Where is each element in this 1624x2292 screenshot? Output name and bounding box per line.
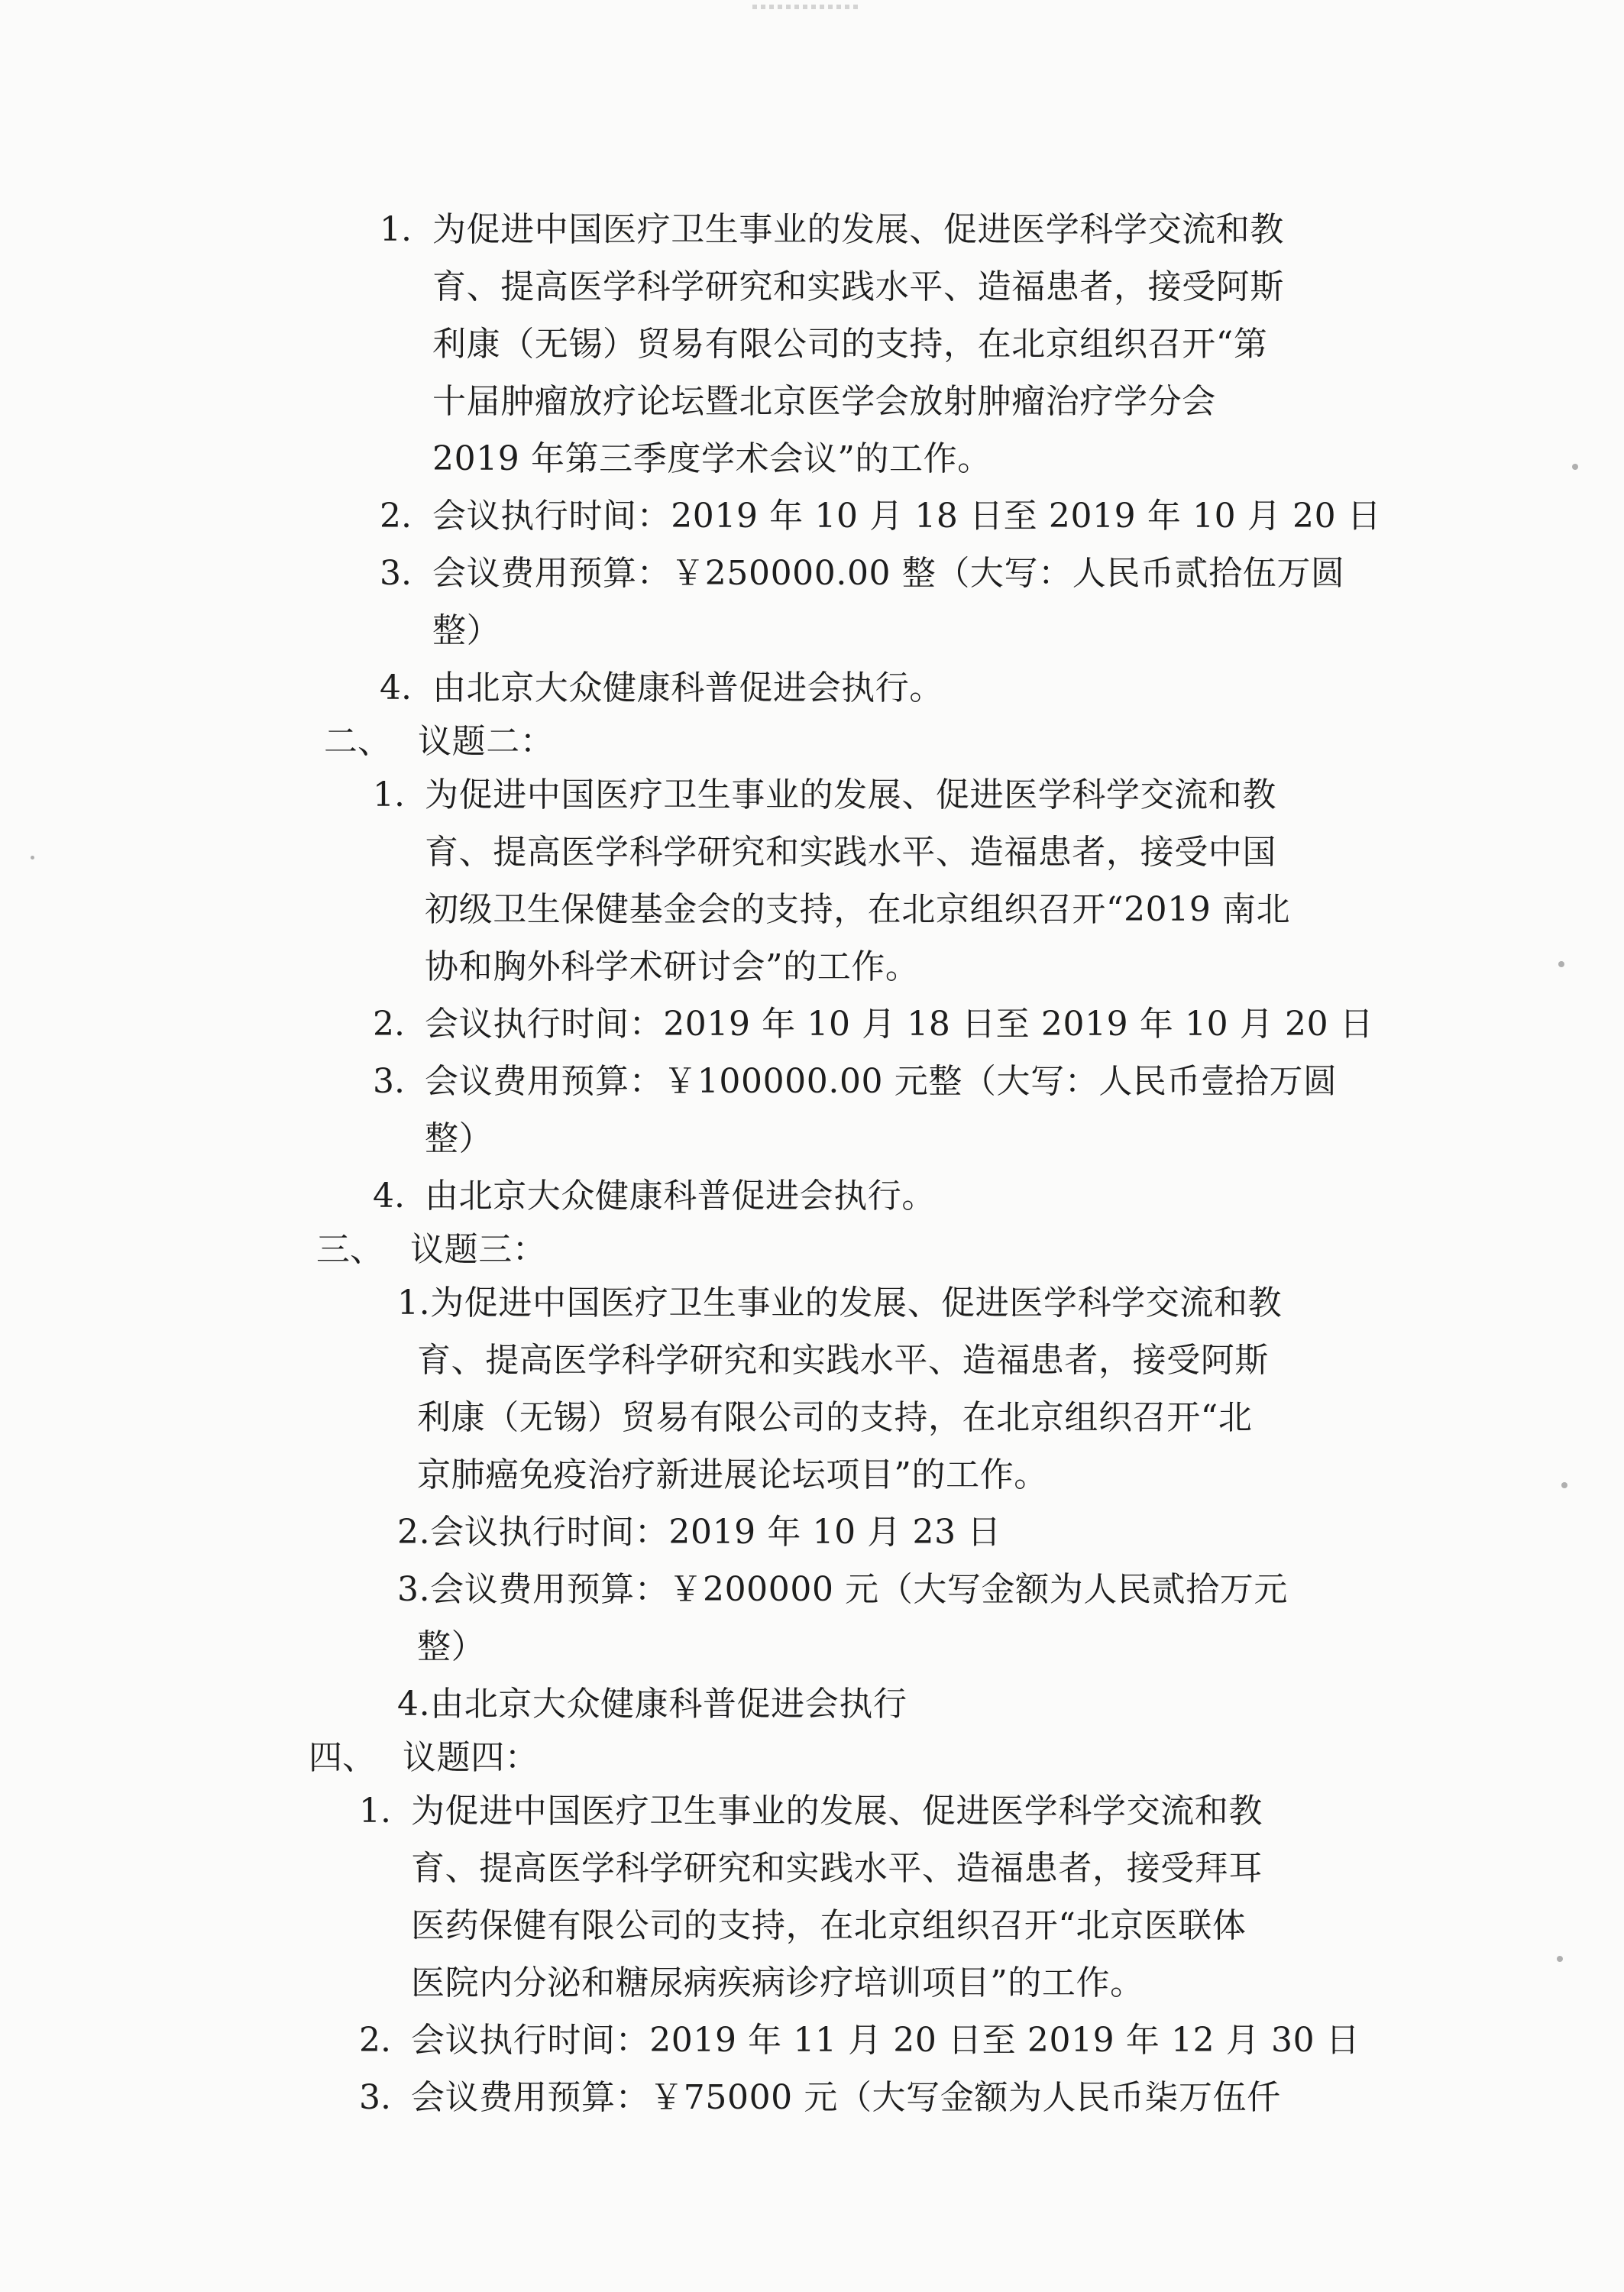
- item-number: 1.: [380, 210, 412, 249]
- item-text-line: 2.会议执行时间：2019 年 10 月 23 日: [397, 1513, 1001, 1552]
- section-title: 议题三：: [410, 1230, 547, 1269]
- item-number: 2.: [380, 497, 412, 536]
- item-text-line: 整）: [417, 1627, 486, 1666]
- item-text-line: 由北京大众健康科普促进会执行。: [425, 1177, 936, 1216]
- item-text-line: 育、提高医学科学研究和实践水平、造福患者，接受拜耳: [411, 1849, 1263, 1888]
- item-text-line: 京肺癌免疫治疗新进展论坛项目”的工作。: [417, 1455, 1048, 1494]
- section-number: 三、: [316, 1230, 383, 1269]
- item-text-line: 4.由北京大众健康科普促进会执行: [397, 1685, 907, 1724]
- item-text-line: 协和胸外科学术研讨会”的工作。: [425, 947, 920, 986]
- item-text-line: 会议执行时间：2019 年 10 月 18 日至 2019 年 10 月 20 日: [425, 1005, 1374, 1044]
- item-text-line: 由北京大众健康科普促进会执行。: [432, 668, 943, 707]
- item-text-line: 育、提高医学科学研究和实践水平、造福患者，接受中国: [425, 833, 1276, 872]
- item-text-line: 医药保健有限公司的支持，在北京组织召开“北京医联体: [411, 1906, 1247, 1945]
- item-text-line: 会议费用预算：￥75000 元（大写金额为人民币柒万伍仟: [411, 2078, 1281, 2117]
- item-text-line: 1.为促进中国医疗卫生事业的发展、促进医学科学交流和教: [397, 1284, 1283, 1322]
- item-number: 3.: [359, 2078, 391, 2117]
- item-text-line: 整）: [425, 1119, 493, 1158]
- item-text-line: 医院内分泌和糖尿病疾病诊疗培训项目”的工作。: [411, 1963, 1144, 2002]
- item-text-line: 初级卫生保健基金会的支持，在北京组织召开“2019 南北: [425, 890, 1291, 929]
- item-text-line: 整）: [432, 611, 501, 650]
- section-title: 议题二：: [418, 722, 555, 761]
- section-number: 四、: [309, 1738, 376, 1777]
- item-text-line: 为促进中国医疗卫生事业的发展、促进医学科学交流和教: [432, 210, 1284, 249]
- item-number: 1.: [359, 1792, 391, 1831]
- item-number: 2.: [359, 2021, 391, 2060]
- item-text-line: 会议执行时间：2019 年 10 月 18 日至 2019 年 10 月 20 日: [432, 497, 1382, 536]
- item-text-line: 为促进中国医疗卫生事业的发展、促进医学科学交流和教: [425, 775, 1276, 814]
- item-text-line: 育、提高医学科学研究和实践水平、造福患者，接受阿斯: [432, 267, 1284, 306]
- scan-speck: [1557, 1956, 1563, 1962]
- scan-artifact: [752, 5, 859, 9]
- section-title: 议题四：: [403, 1738, 539, 1777]
- item-text-line: 为促进中国医疗卫生事业的发展、促进医学科学交流和教: [411, 1792, 1263, 1831]
- scan-speck: [1572, 464, 1578, 470]
- item-text-line: 十届肿瘤放疗论坛暨北京医学会放射肿瘤治疗学分会: [432, 382, 1216, 421]
- item-number: 4.: [380, 668, 412, 707]
- item-text-line: 会议执行时间：2019 年 11 月 20 日至 2019 年 12 月 30 日: [411, 2021, 1360, 2060]
- section-number: 二、: [324, 722, 391, 761]
- item-number: 3.: [380, 554, 412, 593]
- item-text-line: 利康（无锡）贸易有限公司的支持，在北京组织召开“第: [432, 325, 1268, 364]
- item-number: 1.: [373, 775, 405, 814]
- item-text-line: 利康（无锡）贸易有限公司的支持，在北京组织召开“北: [417, 1398, 1253, 1437]
- item-text-line: 育、提高医学科学研究和实践水平、造福患者，接受阿斯: [417, 1341, 1269, 1380]
- item-number: 3.: [373, 1062, 405, 1101]
- scan-speck: [31, 856, 34, 860]
- item-number: 4.: [373, 1177, 405, 1216]
- item-text-line: 2019 年第三季度学术会议”的工作。: [432, 439, 992, 478]
- item-number: 2.: [373, 1005, 405, 1044]
- scan-speck: [1558, 961, 1564, 967]
- item-text-line: 会议费用预算：￥250000.00 整（大写：人民币贰拾伍万圆: [432, 554, 1345, 593]
- item-text-line: 3.会议费用预算：￥200000 元（大写金额为人民贰拾万元: [397, 1570, 1288, 1609]
- item-text-line: 会议费用预算：￥100000.00 元整（大写：人民币壹拾万圆: [425, 1062, 1338, 1101]
- scan-speck: [1561, 1482, 1567, 1488]
